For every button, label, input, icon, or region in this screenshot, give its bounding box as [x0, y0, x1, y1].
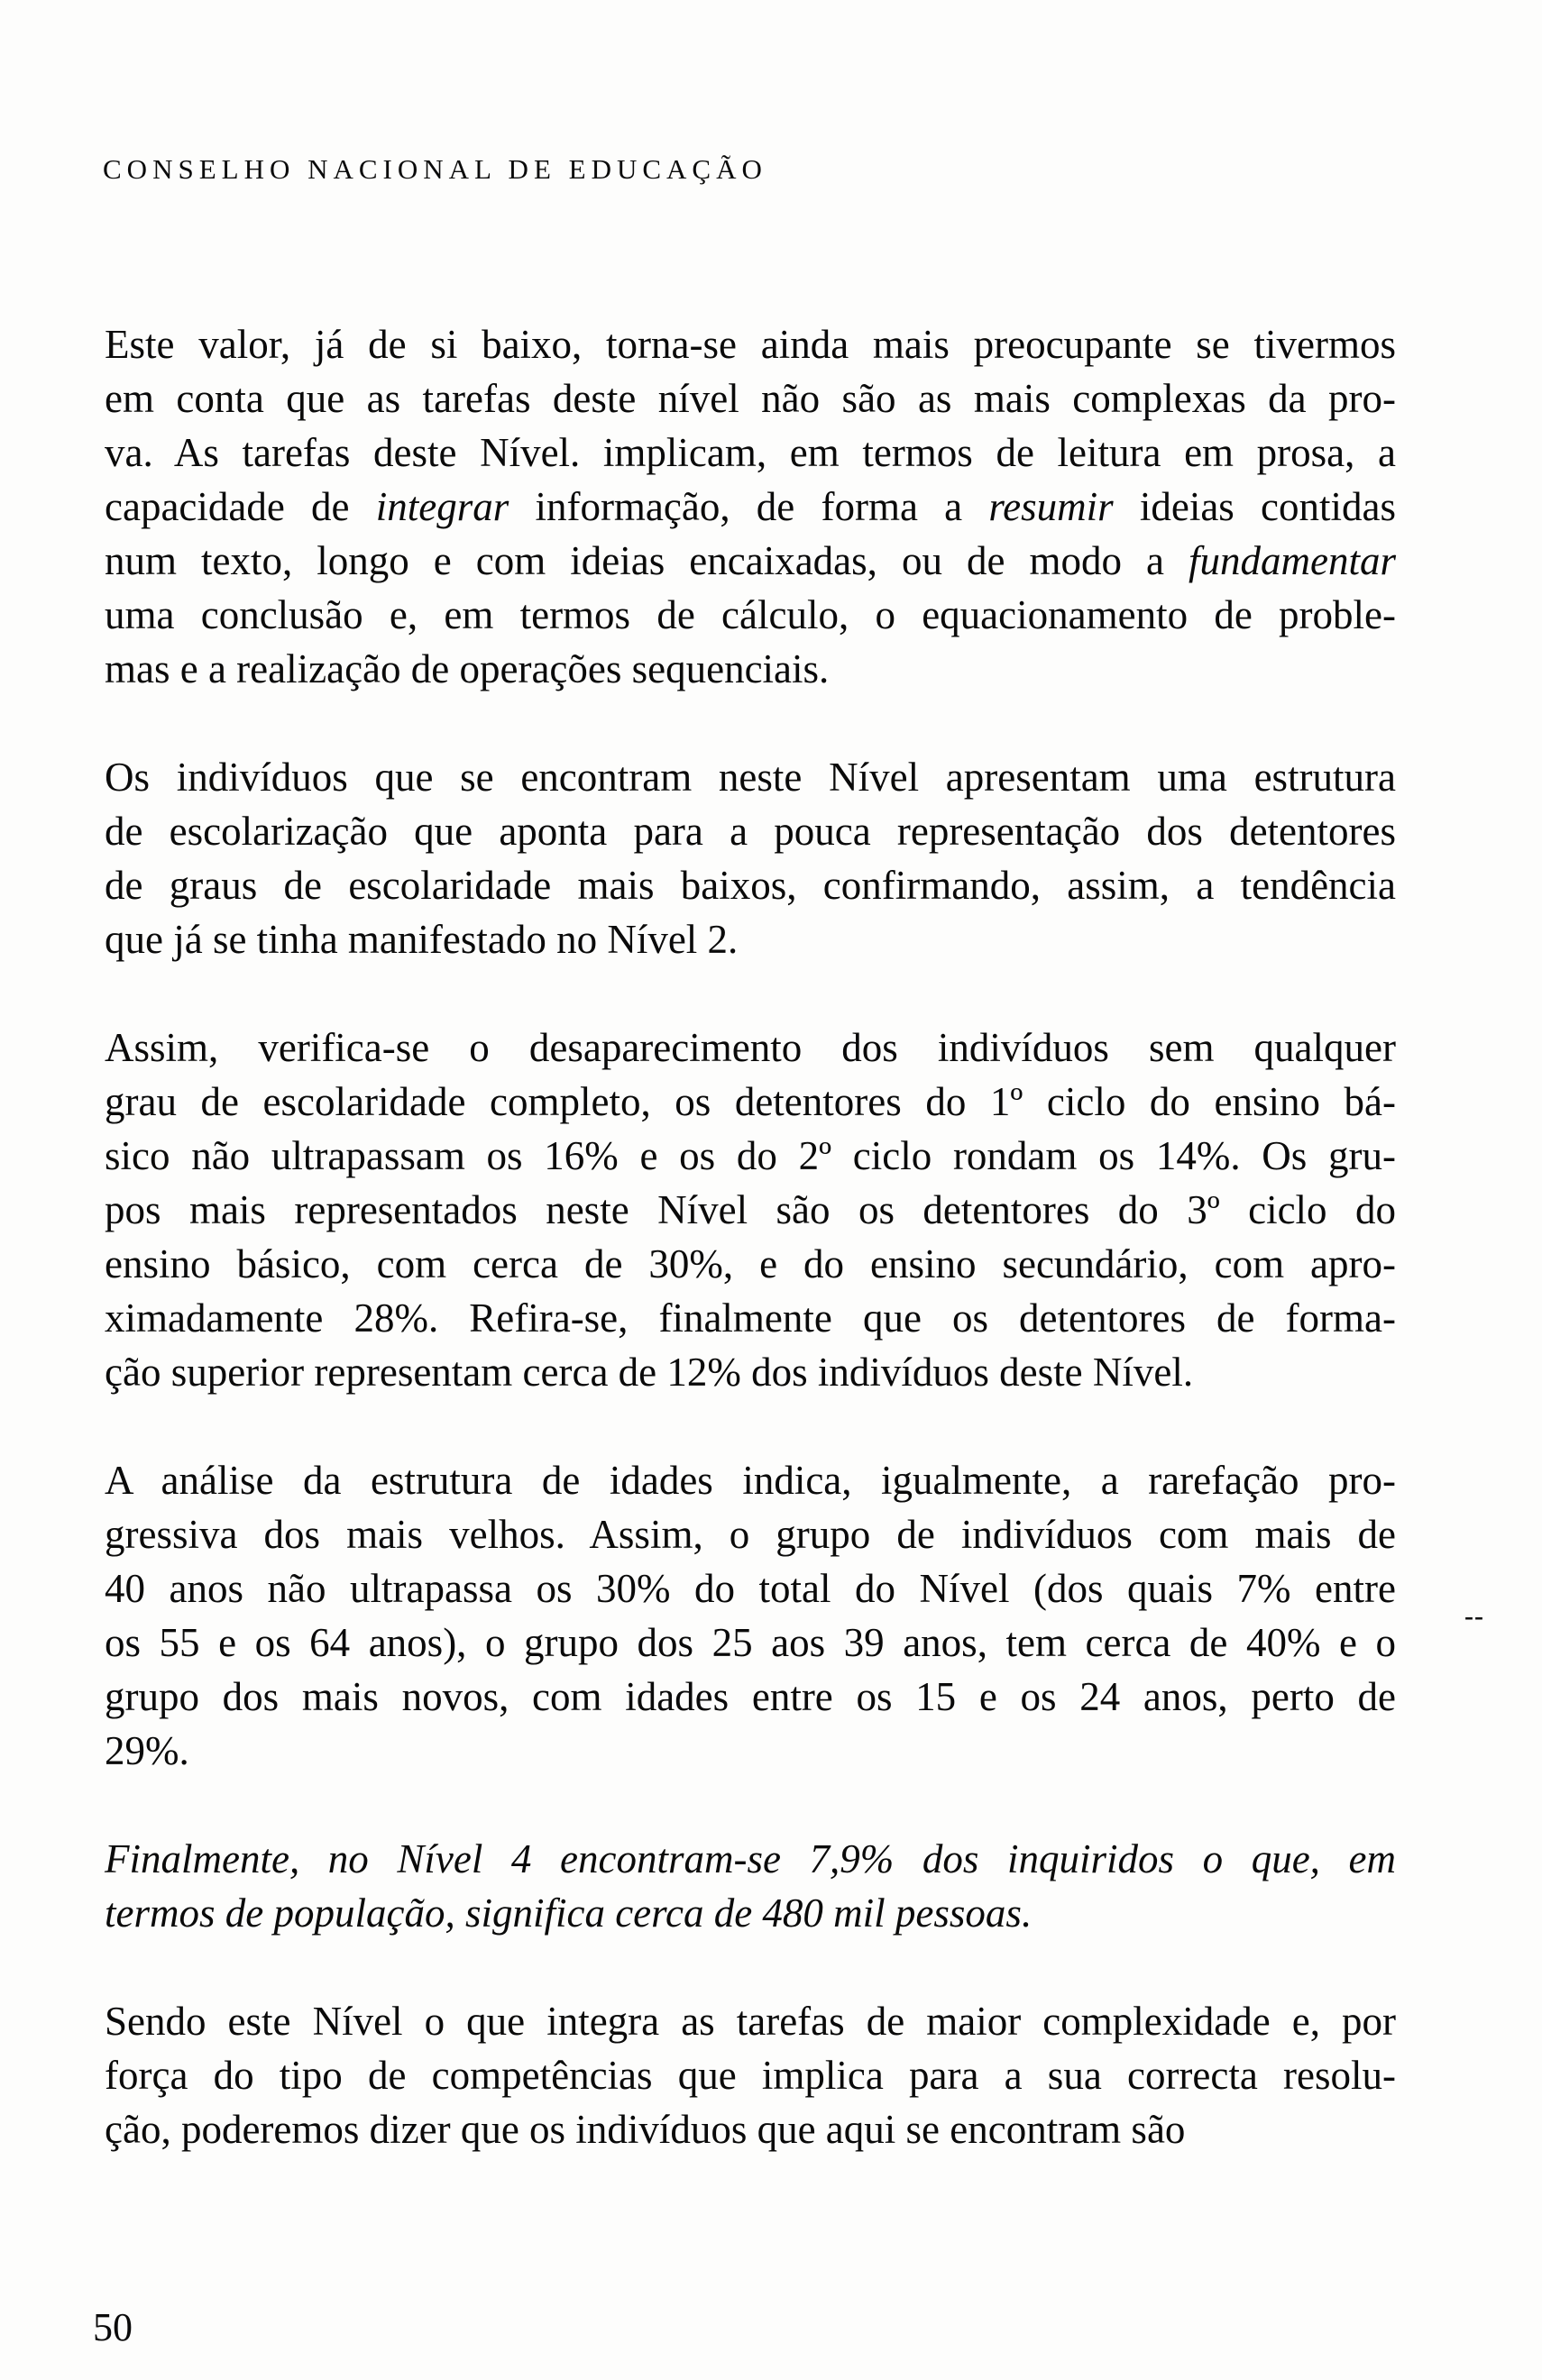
text-line: Finalmente, no Nível 4 encontram-se 7,9% dos inquiridos o que, em — [105, 1836, 1396, 1881]
text-line: sico não ultrapassam os 16% e os do 2º ciclo rondam os 14%. Os gru- — [105, 1133, 1396, 1178]
text-line: mas e a realização de operações sequenciais. — [105, 646, 830, 691]
text-line: gressiva dos mais velhos. Assim, o grupo de indivíduos com mais de — [105, 1512, 1396, 1557]
text-line: em conta que as tarefas deste nível não são as mais complexas da pro- — [105, 376, 1396, 421]
text-line: termos de população, significa cerca de 480 mil pessoas. — [105, 1890, 1033, 1936]
text-line: pos mais representados neste Nível são os detentores do 3º ciclo do — [105, 1187, 1396, 1232]
text-line: Este valor, já de si baixo, torna-se ainda mais preocupante se tivermos — [105, 322, 1396, 367]
paragraph — [105, 1832, 1396, 1940]
paragraph — [105, 1994, 1396, 2156]
paragraph — [105, 750, 1396, 966]
text-line: Os indivíduos que se encontram neste Nível apresentam uma estrutura — [105, 755, 1396, 800]
paragraph — [105, 1453, 1396, 1778]
text-line: grupo dos mais novos, com idades entre os 15 e os 24 anos, perto de — [105, 1674, 1396, 1719]
text-line: ção superior representam cerca de 12% dos indivíduos deste Nível. — [105, 1350, 1194, 1395]
page-body — [105, 317, 1396, 2211]
text-line: Assim, verifica-se o desaparecimento dos indivíduos sem qualquer — [105, 1025, 1396, 1070]
text-line: 29%. — [105, 1728, 189, 1773]
text-line: Sendo este Nível o que integra as tarefas de maior complexidade e, por — [105, 1999, 1396, 2044]
text-line: força do tipo de competências que implica para a sua correcta resolu- — [105, 2053, 1396, 2098]
text-line: ensino básico, com cerca de 30%, e do ensino secundário, com apro- — [105, 1241, 1396, 1286]
text-line: A análise da estrutura de idades indica, igualmente, a rarefação pro- — [105, 1458, 1396, 1503]
text-line: ximadamente 28%. Refira-se, finalmente que os detentores de forma- — [105, 1295, 1396, 1341]
margin-stray-mark: -- — [1464, 1601, 1484, 1631]
text-line: ção, poderemos dizer que os indivíduos que aqui se encontram são — [105, 2107, 1186, 2152]
text-line: que já se tinha manifestado no Nível 2. — [105, 917, 739, 962]
text-line: uma conclusão e, em termos de cálculo, o equacionamento de proble- — [105, 592, 1396, 637]
running-header: CONSELHO NACIONAL DE EDUCAÇÃO — [103, 153, 767, 185]
text-line: de graus de escolaridade mais baixos, confirmando, assim, a tendência — [105, 863, 1396, 908]
text-line: num texto, longo e com ideias encaixadas, ou de modo a fundamentar — [105, 538, 1396, 583]
text-line: va. As tarefas deste Nível. implicam, em termos de leitura em prosa, a — [105, 430, 1396, 475]
text-line: grau de escolaridade completo, os detentores do 1º ciclo do ensino bá- — [105, 1079, 1396, 1124]
paragraph — [105, 317, 1396, 696]
text-line: 40 anos não ultrapassa os 30% do total do Nível (dos quais 7% entre — [105, 1566, 1396, 1611]
paragraph-list — [105, 317, 1396, 2156]
text-line: de escolarização que aponta para a pouca representação dos detentores — [105, 809, 1396, 854]
paragraph — [105, 1021, 1396, 1399]
page-number: 50 — [93, 2305, 133, 2349]
text-line: capacidade de integrar informação, de forma a resumir ideias contidas — [105, 484, 1396, 529]
text-line: os 55 e os 64 anos), o grupo dos 25 aos 39 anos, tem cerca de 40% e o — [105, 1620, 1396, 1665]
